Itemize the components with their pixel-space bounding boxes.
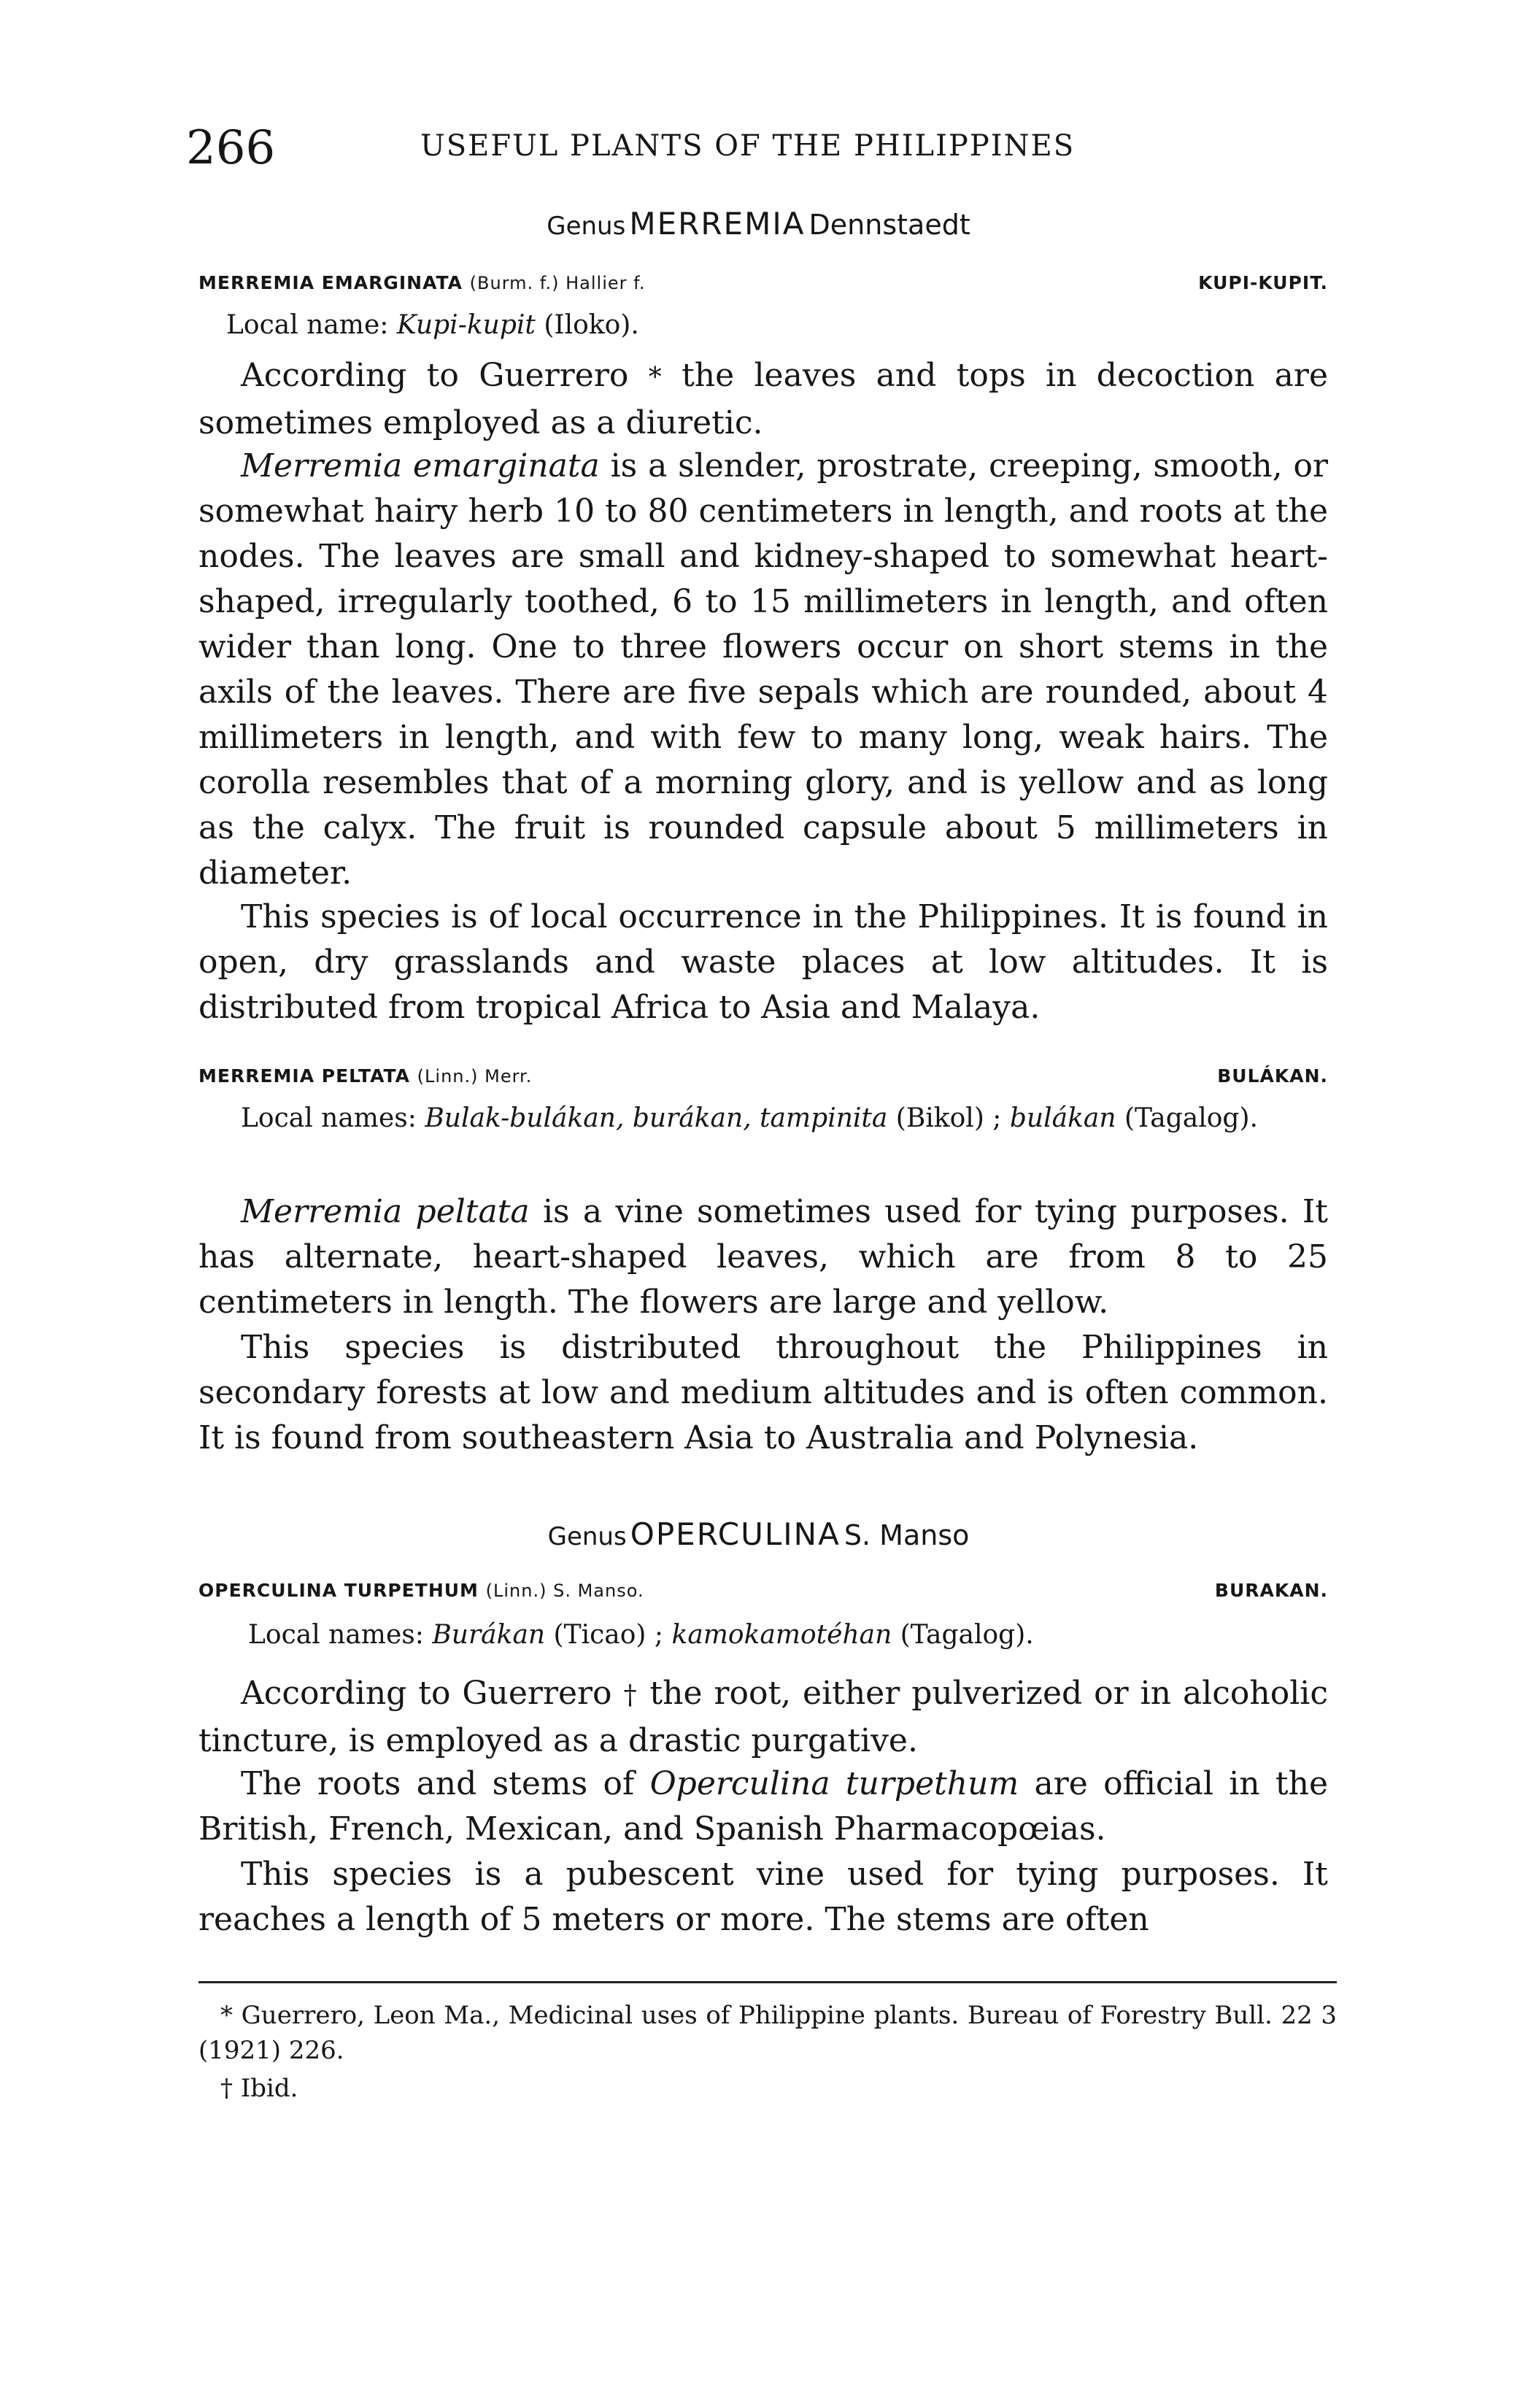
local-end: (Tagalog). [1124, 1103, 1258, 1133]
local-term: bulákan [1009, 1103, 1116, 1133]
local-label: Local names: [241, 1103, 417, 1133]
species-italic: Merremia peltata [241, 1193, 530, 1230]
local-terms: Bulak-bulákan, burákan, tampinita [425, 1103, 888, 1133]
genus-heading-operculina [0, 1516, 1517, 1552]
genus-word: Genus [547, 212, 626, 241]
genus-authority: Dennstaedt [808, 209, 970, 241]
para-text: The roots and stems of [241, 1765, 635, 1802]
local-mid: (Ticao) ; [553, 1620, 664, 1650]
para-text: the leaves and tops in decoction are sometimes employed as a diuretic. [198, 357, 1328, 441]
footnote-mark: * [648, 363, 662, 393]
genus-name: MERREMIA [629, 206, 806, 242]
para-text: According to Guerrero [241, 357, 629, 394]
local-term: Burákan [432, 1620, 546, 1650]
species-name: OPERCULINA TURPETHUM [198, 1580, 479, 1601]
local-end: (Tagalog). [900, 1620, 1034, 1650]
species-line-peltata [198, 1065, 1328, 1087]
paragraph-diuretic [198, 353, 1328, 446]
footnote-text: Guerrero, Leon Ma., Medicinal uses of Philippine plants. Bureau of Forestry Bull. 22 3 (1921) 226. [198, 2001, 1337, 2065]
local-label: Local name: [226, 310, 389, 340]
local-term: kamokamotéhan [671, 1620, 892, 1650]
species-name: MERREMIA EMARGINATA [198, 272, 463, 293]
paragraph-distribution-emarginata [198, 895, 1328, 1030]
page-number: 266 [186, 121, 276, 175]
species-authority: (Linn.) Merr. [417, 1066, 533, 1087]
species-line-turpethum [198, 1580, 1328, 1601]
local-term: Kupi-kupit [396, 310, 536, 340]
footnote-rule [198, 1981, 1337, 1983]
para-text: This species is of local occurrence in the Philippines. It is found in open, dry grasslands and waste places at low altitudes. It is distributed from tropical Africa to Asia and Malaya. [198, 898, 1328, 1026]
paragraph-distribution-peltata [198, 1325, 1328, 1461]
para-text: This species is distributed throughout the Philippines in secondary forests at low and medium altitudes and is often common. It is found from southeastern Asia to Australia and Polynesia. [198, 1329, 1328, 1456]
para-text: According to Guerrero [241, 1675, 612, 1712]
local-names-emarginata [226, 305, 1328, 346]
species-authority: (Burm. f.) Hallier f. [469, 273, 646, 293]
paragraph-description-peltata [198, 1189, 1328, 1325]
footnote-text: Ibid. [240, 2074, 298, 2103]
para-text: the root, either pulverized or in alcoholic tincture, is employed as a drastic purgative. [198, 1675, 1328, 1759]
common-name: BULÁKAN. [1217, 1065, 1328, 1087]
para-text: is a vine sometimes used for tying purposes. It has alternate, heart-shaped leaves, which are from 8 to 25 centimeters in length. The flowers are large and yellow. [198, 1193, 1328, 1321]
local-label: Local names: [248, 1620, 424, 1650]
species-italic: Merremia emarginata [241, 447, 600, 485]
genus-word: Genus [547, 1522, 627, 1551]
footnote-guerrero [198, 1998, 1337, 2068]
para-text: is a slender, prostrate, creeping, smooth, or somewhat hairy herb 10 to 80 centimeters in length, and roots at the nodes. The leaves are small and kidney-shaped to somewhat heart-shaped, irregularly toothed, 6 to 15 millimeters in length, and often wider than long. One to three flowers occur on short stems in the axils of the leaves. There are five sepals which are rounded, about 4 millimeters in length, and with few to many long, weak hairs. The corolla resembles that of a morning glory, and is yellow and as long as the calyx. The fruit is rounded capsule about 5 millimeters in diameter. [198, 447, 1328, 892]
para-text: are official in the British, French, Mexican, and Spanish Pharmacopœias. [198, 1765, 1328, 1848]
footnote-mark: * [220, 2001, 233, 2030]
genus-heading-merremia [0, 206, 1517, 242]
species-italic: Operculina turpethum [649, 1765, 1019, 1802]
common-name: BURAKAN. [1214, 1580, 1328, 1601]
local-names-peltata [198, 1098, 1328, 1139]
footnote-ibid [220, 2071, 1315, 2106]
genus-name: OPERCULINA [630, 1516, 841, 1552]
local-names-turpethum [248, 1615, 1328, 1656]
species-authority: (Linn.) S. Manso. [485, 1581, 644, 1601]
paragraph-description-emarginata [198, 444, 1328, 896]
running-title: USEFUL PLANTS OF THE PHILIPPINES [420, 129, 1076, 163]
common-name: KUPI-KUPIT. [1198, 272, 1328, 293]
paragraph-pharmacopoeias [198, 1761, 1328, 1852]
species-name: MERREMIA PELTATA [198, 1065, 410, 1087]
footnote-mark: † [623, 1680, 638, 1710]
local-rest: (Iloko). [544, 310, 639, 340]
footnote-mark: † [220, 2074, 233, 2103]
genus-authority: S. Manso [844, 1519, 970, 1551]
para-text: This species is a pubescent vine used for tying purposes. It reaches a length of 5 meters or more. The stems are often [198, 1856, 1328, 1938]
paragraph-purgative [198, 1671, 1328, 1764]
paragraph-description-turpethum [198, 1852, 1328, 1942]
species-line-emarginata [198, 272, 1328, 293]
local-mid: (Bikol) ; [895, 1103, 1002, 1133]
